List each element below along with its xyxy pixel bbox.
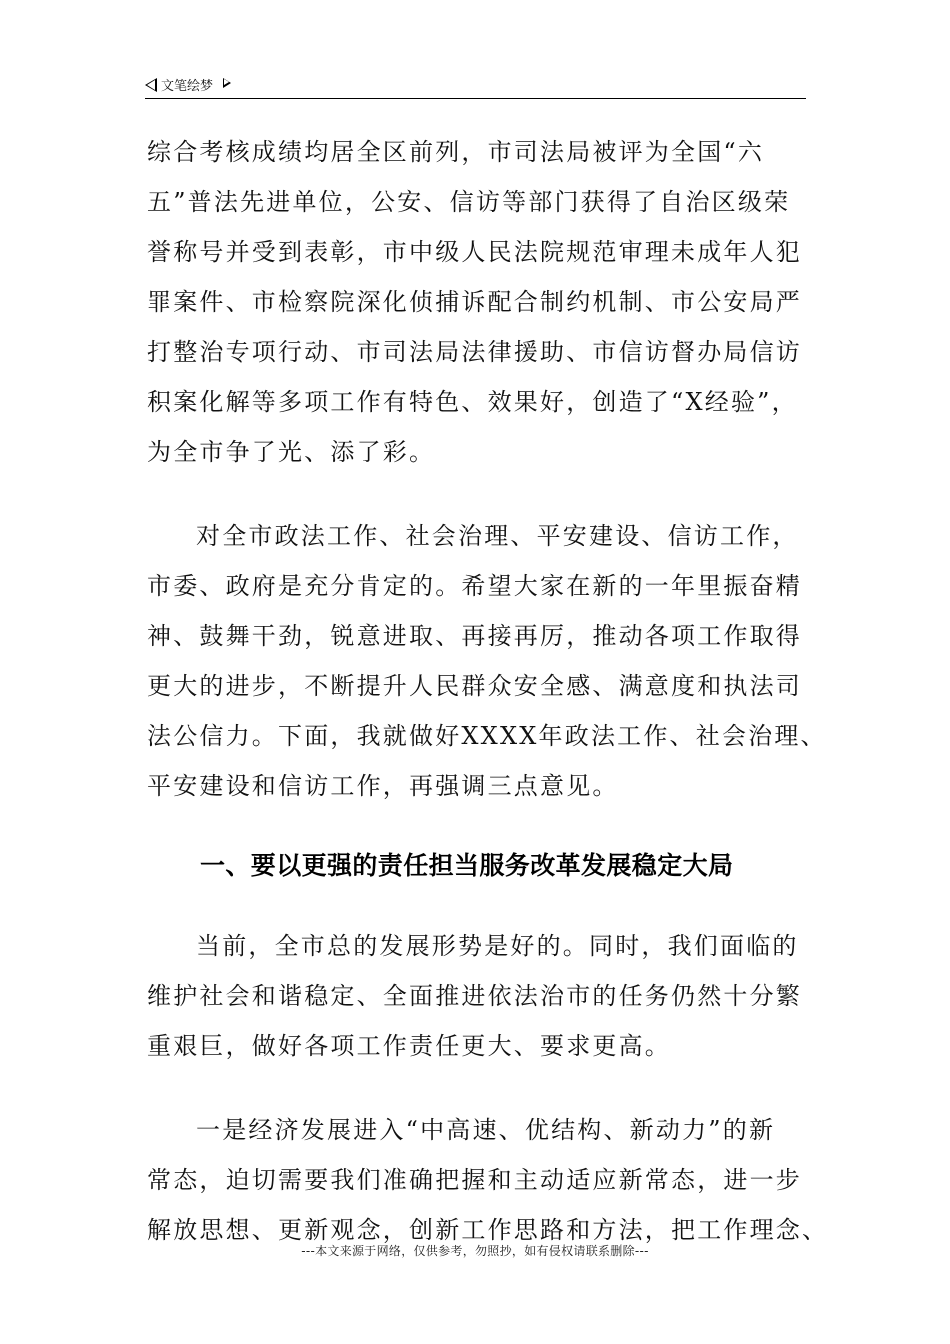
text-line: 当前，全市总的发展形势是好的。同时，我们面临的 bbox=[196, 932, 799, 960]
left-triangle-icon bbox=[145, 78, 157, 92]
paragraph-gap bbox=[147, 477, 807, 511]
page-header bbox=[145, 72, 806, 99]
paragraph-gap bbox=[147, 1071, 807, 1105]
text-line: 对全市政法工作、社会治理、平安建设、信访工作， bbox=[196, 522, 799, 550]
paragraph-3 bbox=[147, 921, 807, 1071]
text-line: 打整治专项行动、市司法局法律援助、市信访督办局信访 bbox=[147, 338, 802, 366]
text-line: 更大的进步，不断提升人民群众安全感、满意度和执法司 bbox=[147, 672, 802, 700]
paragraph-1 bbox=[147, 127, 807, 477]
text-line: 市委、政府是充分肯定的。希望大家在新的一年里振奋精 bbox=[147, 572, 802, 600]
text-line: 五”普法先进单位，公安、信访等部门获得了自治区级荣 bbox=[147, 188, 791, 216]
text-line: 平安建设和信访工作，再强调三点意见。 bbox=[147, 772, 619, 800]
paragraph-gap bbox=[147, 811, 807, 841]
header-brand bbox=[145, 75, 231, 94]
text-line: 为全市争了光、添了彩。 bbox=[147, 438, 436, 466]
text-line: 誉称号并受到表彰，市中级人民法院规范审理未成年人犯 bbox=[147, 238, 802, 266]
right-triangle-icon bbox=[223, 78, 231, 88]
text-line: 一是经济发展进入“中高速、优结构、新动力”的新 bbox=[196, 1116, 776, 1144]
text-line: 神、鼓舞干劲，锐意进取、再接再厉，推动各项工作取得 bbox=[147, 622, 802, 650]
text-line: 罪案件、市检察院深化侦捕诉配合制约机制、市公安局严 bbox=[147, 288, 802, 316]
text-line: 维护社会和谐稳定、全面推进依法治市的任务仍然十分繁 bbox=[147, 982, 802, 1010]
text-line: 积案化解等多项工作有特色、效果好，创造了“X经验”， bbox=[147, 388, 798, 416]
text-line: 重艰巨，做好各项工作责任更大、要求更高。 bbox=[147, 1032, 671, 1060]
paragraph-gap bbox=[147, 891, 807, 921]
paragraph-4 bbox=[147, 1105, 829, 1255]
header-title: 文笔绘梦 bbox=[161, 79, 214, 94]
section-heading: 一、要以更强的责任担当服务改革发展稳定大局 bbox=[200, 851, 734, 880]
text-line: 解放思想、更新观念，创新工作思路和方法，把工作理念、 bbox=[147, 1216, 829, 1244]
text-line: 常态，迫切需要我们准确把握和主动适应新常态，进一步 bbox=[147, 1166, 802, 1194]
text-line: 法公信力。下面，我就做好XXXX年政法工作、社会治理、 bbox=[147, 722, 827, 750]
paragraph-2 bbox=[147, 511, 827, 811]
document-body bbox=[147, 127, 829, 1255]
text-line: 综合考核成绩均居全区前列，市司法局被评为全国“六 bbox=[147, 138, 765, 166]
footer-notice: ---本文来源于网络，仅供参考，勿照抄，如有侵权请联系删除--- bbox=[301, 1244, 649, 1258]
